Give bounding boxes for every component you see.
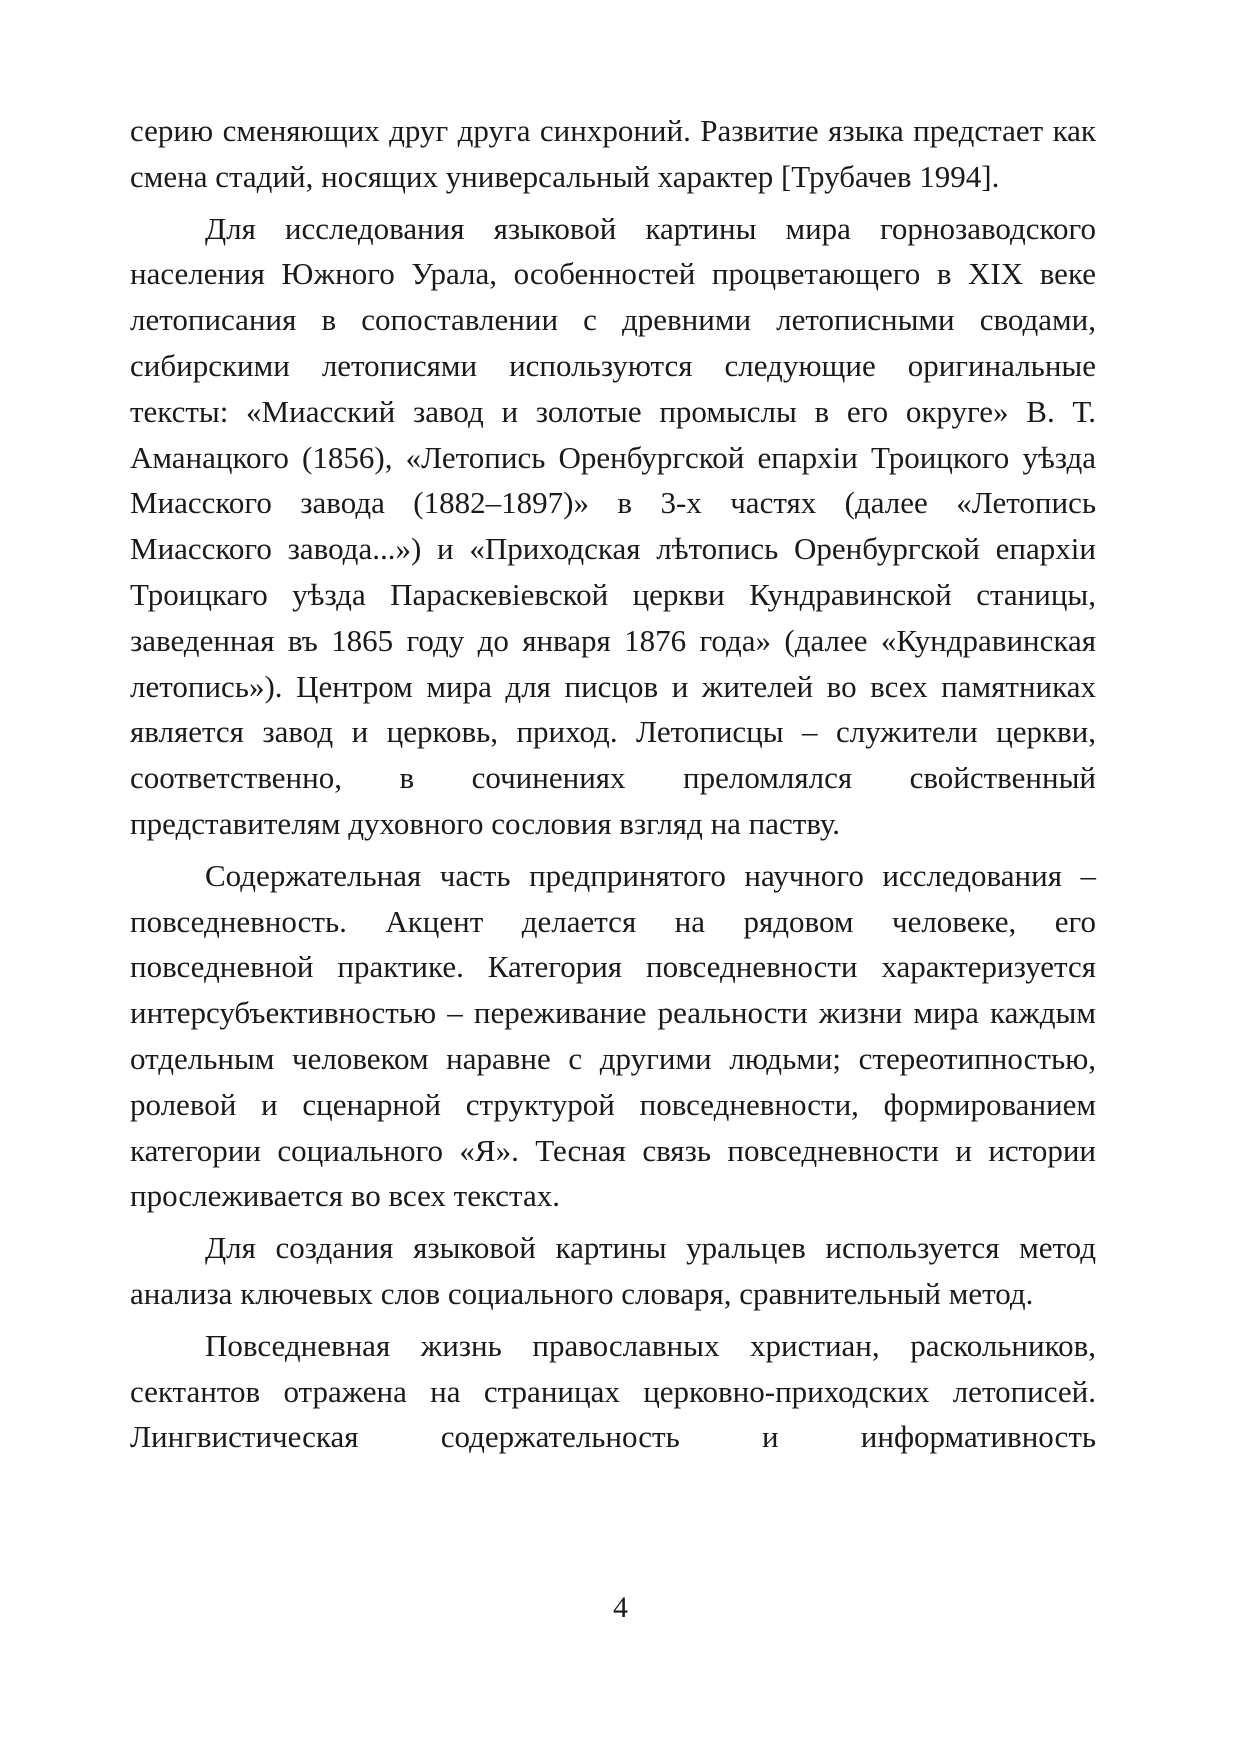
page-number: 4: [613, 1591, 628, 1624]
paragraph-continuation: серию сменяющих друг друга синхроний. Развитие языка предстает как смена стадий, носящих универсальный характер [Трубачев 1994].: [130, 113, 1096, 194]
document-body: [130, 108, 1096, 1460]
paragraph-everyday-life: Содержательная часть предпринятого научного исследования – повседневность. Акцент делается на рядовом человеке, его повседневной практике. Категория повседневности характеризуется интерсубъективностью – переживание реальности жизни мира каждым отдельным человеком наравне с другими людьми; стереотипностью, ролевой и сценарной структурой повседневности, формированием категории социального «Я». Тесная связь повседневности и истории прослеживается во всех текстах.: [130, 857, 1096, 1214]
paragraph-method: Для создания языковой картины уральцев используется метод анализа ключевых слов социального словаря, сравнительный метод.: [130, 1230, 1096, 1311]
paragraph-chronicles: Повседневная жизнь православных христиан, раскольников, сектантов отражена на страницах церковно-приходских летописей. Лингвистическая содержательность и информативность: [130, 1327, 1096, 1455]
paragraph-sources: Для исследования языковой картины мира горнозаводского населения Южного Урала, особенностей процветающего в XIX веке летописания в сопоставлении с древними летописными сводами, сибирскими летописями используются следующие оригинальные тексты: «Миасский завод и золотые промыслы в его округе» В. Т. Аманацкого (1856), «Летопись Оренбургской епархiи Троицкого уѣзда Миасского завода (1882–1897)» в 3-х частях (далее «Летопись Миасского завода...») и «Приходская лѣтопись Оренбургской епархiи Троицкаго уѣзда Параскевiевской церкви Кундравинской станицы, заведенная въ 1865 году до января 1876 года» (далее «Кундравинская летопись»). Центром мира для писцов и жителей во всех памятниках является завод и церковь, приход. Летописцы – служители церкви, соответственно, в сочинениях преломлялся свойственный представителям духовного сословия взгляд на паству.: [130, 210, 1096, 841]
